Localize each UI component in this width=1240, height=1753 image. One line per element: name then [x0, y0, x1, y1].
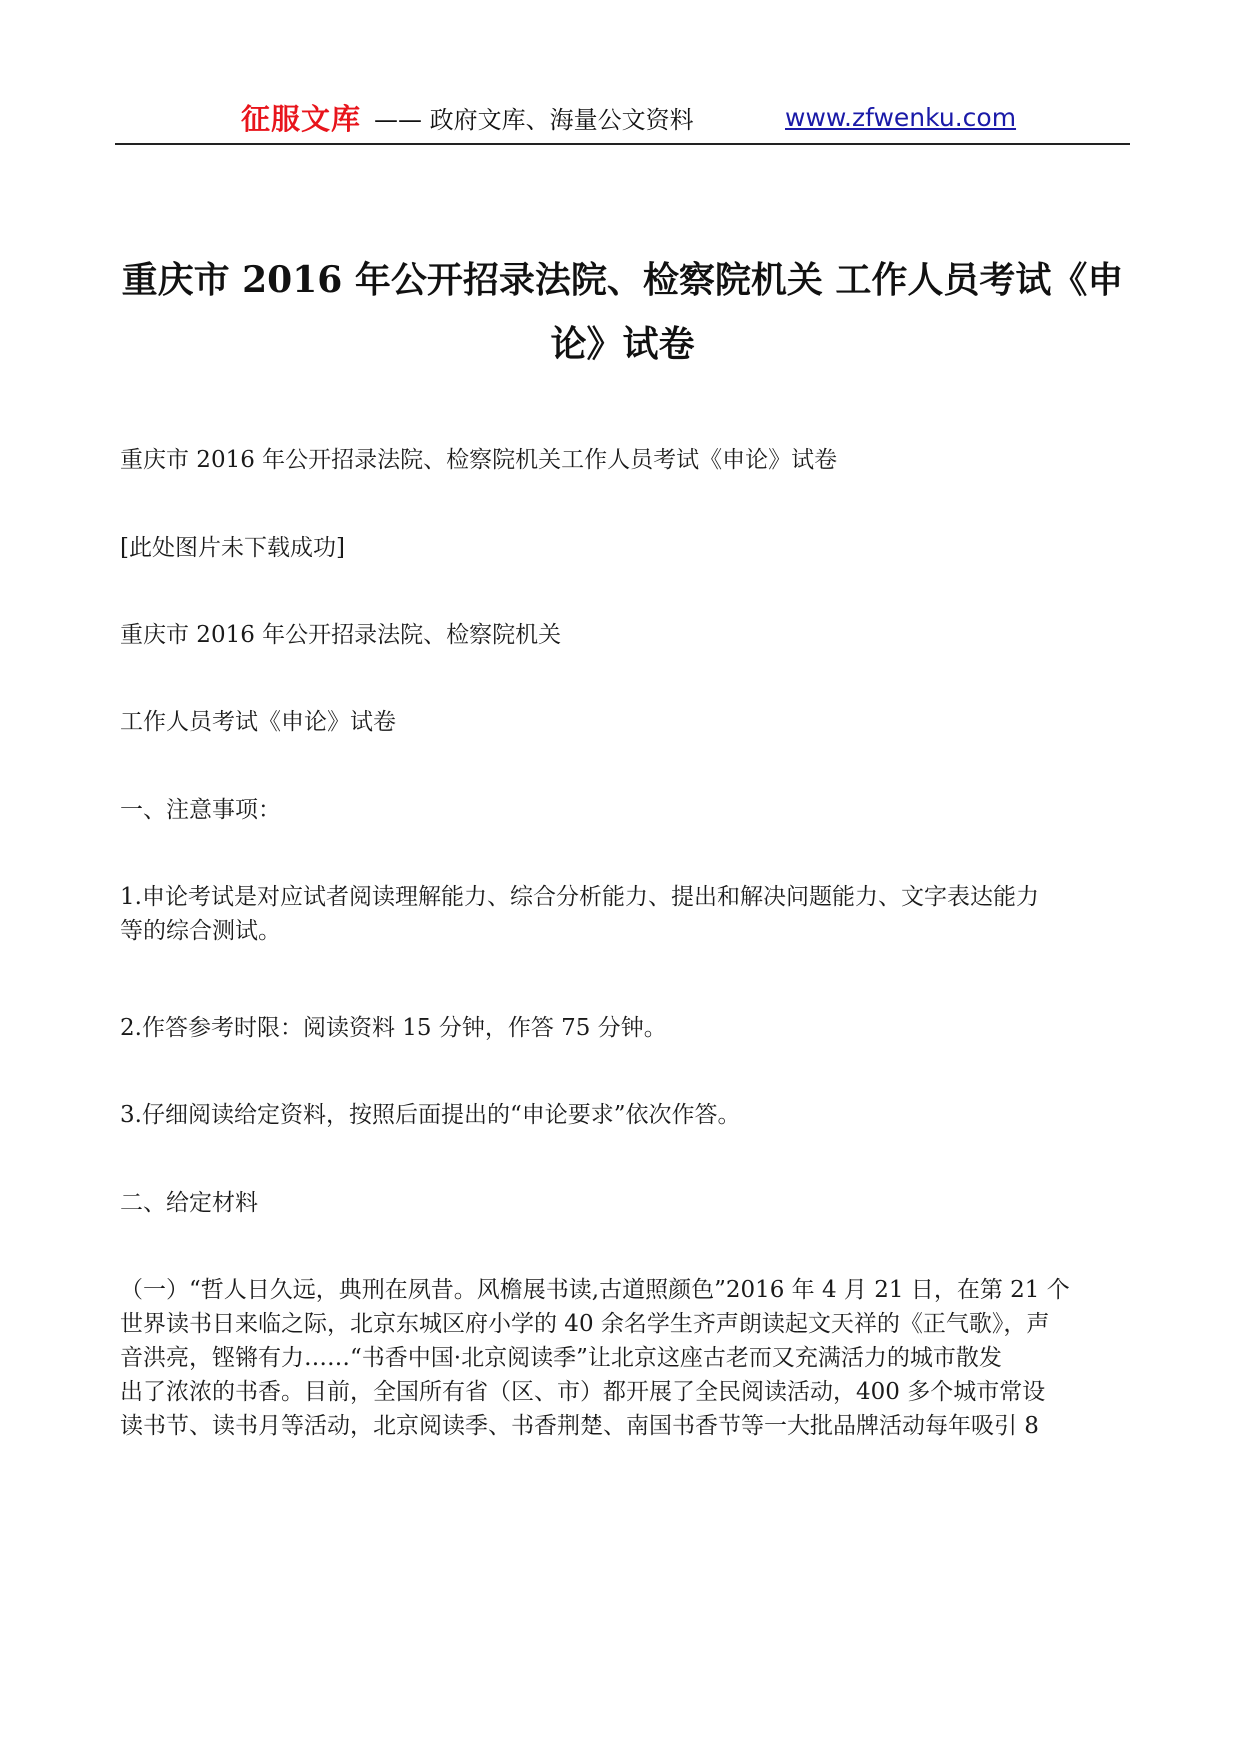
material-line-1: （一）“哲人日久远，典刑在夙昔。风檐展书读,古道照颜色”2016 年 4 月 21 日，在第 21 个: [120, 1277, 1070, 1303]
section-notes-heading: 一、注意事项：: [120, 797, 281, 823]
title-line-2: 论》试卷: [550, 323, 695, 365]
note-item-2: 2.作答参考时限：阅读资料 15 分钟，作答 75 分钟。: [120, 1015, 667, 1041]
paragraph-heading-line-1: 重庆市 2016 年公开招录法院、检察院机关: [120, 622, 562, 648]
note-item-1-line-1: 1.申论考试是对应试者阅读理解能力、综合分析能力、提出和解决问题能力、文字表达能力: [120, 884, 1039, 910]
paragraph-image-placeholder: [此处图片未下载成功]: [120, 535, 345, 561]
paragraph-subtitle: 重庆市 2016 年公开招录法院、检察院机关工作人员考试《申论》试卷: [120, 447, 838, 473]
note-item-1-line-2: 等的综合测试。: [120, 918, 281, 944]
website-link[interactable]: www.zfwenku.com: [785, 102, 1017, 132]
material-line-4: 出了浓浓的书香。目前，全国所有省（区、市）都开展了全民阅读活动，400 多个城市常设: [120, 1379, 1046, 1405]
header-tagline: —— 政府文库、海量公文资料: [374, 105, 694, 134]
title-line-1: 重庆市 2016 年公开招录法院、检察院机关 工作人员考试《申: [121, 259, 1124, 301]
material-paragraph-1: [120, 1273, 1130, 1443]
material-line-5: 读书节、读书月等活动，北京阅读季、书香荆楚、南国书香节等一大批品牌活动每年吸引 8: [120, 1413, 1039, 1439]
document-title: [115, 248, 1130, 376]
page-header: [115, 92, 1130, 142]
section-materials-heading: 二、给定材料: [120, 1190, 258, 1216]
note-item-1: [120, 880, 1130, 948]
brand-logo-text: 征服文库: [241, 101, 362, 136]
material-line-2: 世界读书日来临之际，北京东城区府小学的 40 余名学生齐声朗读起文天祥的《正气歌》，声: [120, 1311, 1050, 1337]
paragraph-heading-line-2: 工作人员考试《申论》试卷: [120, 709, 396, 735]
header-divider: [115, 143, 1130, 145]
material-line-3: 音洪亮，铿锵有力……“书香中国·北京阅读季”让北京这座古老而又充满活力的城市散发: [120, 1345, 1002, 1371]
note-item-3: 3.仔细阅读给定资料，按照后面提出的“申论要求”依次作答。: [120, 1102, 741, 1128]
